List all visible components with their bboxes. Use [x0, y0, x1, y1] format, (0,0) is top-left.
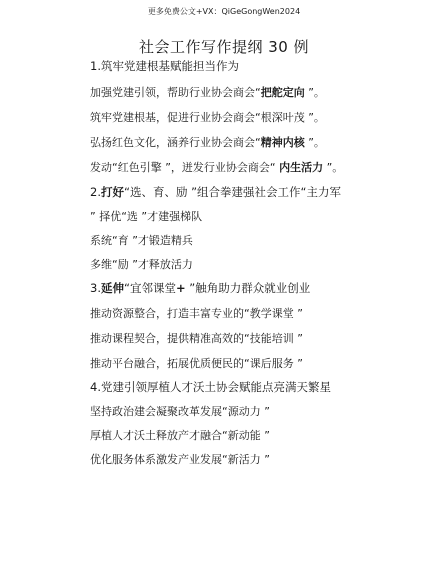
emphasis-text: 把舵定向 — [260, 86, 305, 99]
section-1-line-2: 筑牢党建根基，促进行业协会商会“根深叶茂 ”。 — [90, 111, 325, 124]
line-text: ”。 — [304, 86, 325, 99]
section-3-line-3: 推动平台融合，拓展优质便民的“课后服务 ” — [90, 357, 303, 370]
emphasis-text: 精神内核 — [260, 136, 305, 149]
heading-text: “选、育、励 ”组合拳建强社会工作“主力军 — [123, 185, 342, 199]
line-text: 弘扬红色文化，涵养行业协会商会“ — [90, 136, 261, 149]
section-4-line-2: 厚植人才沃土释放产才融合“新动能 ” — [90, 429, 270, 442]
emphasis-text: 打好 — [100, 185, 124, 199]
emphasis-text: 延伸 — [100, 281, 124, 295]
page-header: 更多免费公文+VX：QiGeGongWen2024 — [147, 7, 301, 16]
section-2-line-1: ” 择优“选 ”才建强梯队 — [90, 210, 203, 223]
section-1-line-4 — [90, 161, 343, 174]
section-4-line-3: 优化服务体系激发产业发展“新活力 ” — [90, 453, 270, 466]
section-2-heading — [90, 186, 341, 199]
emphasis-text: + — [175, 281, 186, 295]
section-1-line-3 — [90, 136, 325, 149]
line-text: ”。 — [323, 161, 344, 174]
heading-text: “宜邻课堂 — [123, 281, 176, 295]
line-text: ”。 — [304, 136, 325, 149]
section-2-line-2: 系统“育 ”才锻造精兵 — [90, 234, 193, 247]
section-number: 3. — [90, 281, 101, 295]
section-3-line-2: 推动课程契合，提供精准高效的“技能培训 ” — [90, 332, 303, 345]
section-1-line-1 — [90, 86, 325, 99]
section-3-heading — [90, 282, 310, 295]
line-text: 加强党建引领，帮助行业协会商会“ — [90, 86, 261, 99]
emphasis-text: 内生活力 — [279, 161, 324, 174]
heading-text: ”触角助力群众就业创业 — [185, 281, 311, 295]
line-text: 发动“红色引擎 ”，迸发行业协会商会“ — [90, 161, 280, 174]
page-title: 社会工作写作提纲 30 例 — [138, 38, 310, 56]
section-3-line-1: 推动资源整合，打造丰富专业的“教学课堂 ” — [90, 307, 303, 320]
section-1-heading: 1.筑牢党建根基赋能担当作为 — [90, 59, 239, 73]
section-number: 2. — [90, 185, 101, 199]
section-2-line-3: 多维“励 ”才释放活力 — [90, 258, 193, 271]
section-4-line-1: 坚持政治建会凝聚改革发展“源动力 ” — [90, 405, 270, 418]
section-4-heading: 4.党建引领厚植人才沃土协会赋能点亮满天繁星 — [90, 380, 331, 394]
